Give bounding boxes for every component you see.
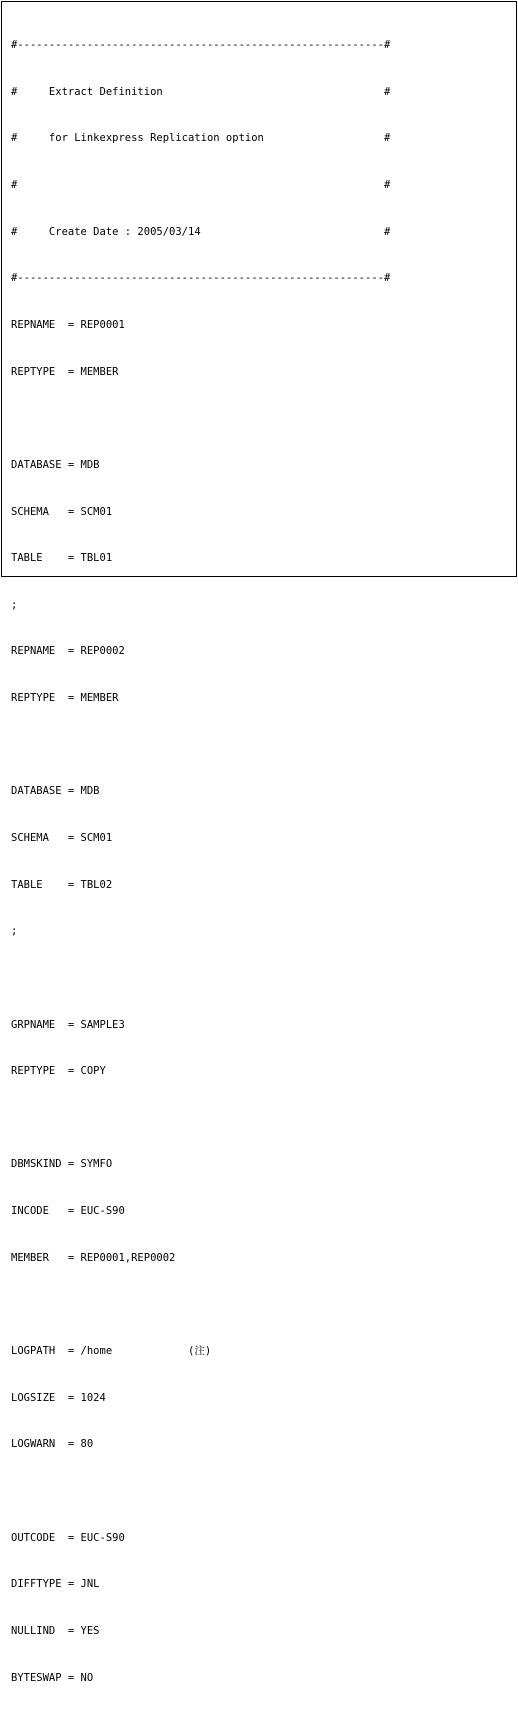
code-line: TABLE = TBL01 <box>11 552 113 565</box>
header-title-line: # Extract Definition # <box>11 85 391 98</box>
header-border-top: #----------------------------------------------------------# <box>11 39 391 52</box>
code-line <box>11 1111 390 1127</box>
header-date-line: # Create Date : 2005/03/14 # <box>11 225 391 238</box>
code-line: REPNAME = REP0002 <box>11 645 125 658</box>
header-subtitle-line: # for Linkexpress Replication option # <box>11 132 391 145</box>
code-line: ; <box>11 598 18 611</box>
code-line <box>11 411 390 427</box>
header-border-bottom: #----------------------------------------------------------# <box>11 272 391 285</box>
code-line: LOGSIZE = 1024 <box>11 1391 106 1404</box>
code-line: OUTCODE = EUC-S90 <box>11 1531 125 1544</box>
code-line <box>11 1484 390 1500</box>
code-line: GRPNAME = SAMPLE3 <box>11 1018 125 1031</box>
code-line: SCHEMA = SCM01 <box>11 505 113 518</box>
definition-file-listing <box>11 7 390 1717</box>
code-line-with-note: LOGPATH = /home (注) <box>11 1345 212 1358</box>
code-line: REPTYPE = MEMBER <box>11 365 119 378</box>
code-line: LOGWARN = 80 <box>11 1438 94 1451</box>
code-line: DIFFTYPE = JNL <box>11 1578 100 1591</box>
code-line: NULLIND = YES <box>11 1624 100 1637</box>
code-line: MEMBER = REP0001,REP0002 <box>11 1251 176 1264</box>
code-line: DBMSKIND = SYMFO <box>11 1158 113 1171</box>
code-line: REPTYPE = MEMBER <box>11 692 119 705</box>
code-line: DATABASE = MDB <box>11 785 100 798</box>
code-line: INCODE = EUC-S90 <box>11 1205 125 1218</box>
code-listing-frame <box>1 1 517 1684</box>
code-line: BYTESWAP = NO <box>11 1671 94 1684</box>
code-line <box>11 738 390 754</box>
code-line: SCHEMA = SCM01 <box>11 831 113 844</box>
code-line: REPNAME = REP0001 <box>11 318 125 331</box>
code-line: REPTYPE = COPY <box>11 1065 106 1078</box>
header-blank-line: # # <box>11 179 391 192</box>
code-line <box>11 971 390 987</box>
code-line: ; <box>11 925 18 938</box>
code-line: TABLE = TBL02 <box>11 878 113 891</box>
code-line <box>11 1297 390 1313</box>
code-line: DATABASE = MDB <box>11 458 100 471</box>
